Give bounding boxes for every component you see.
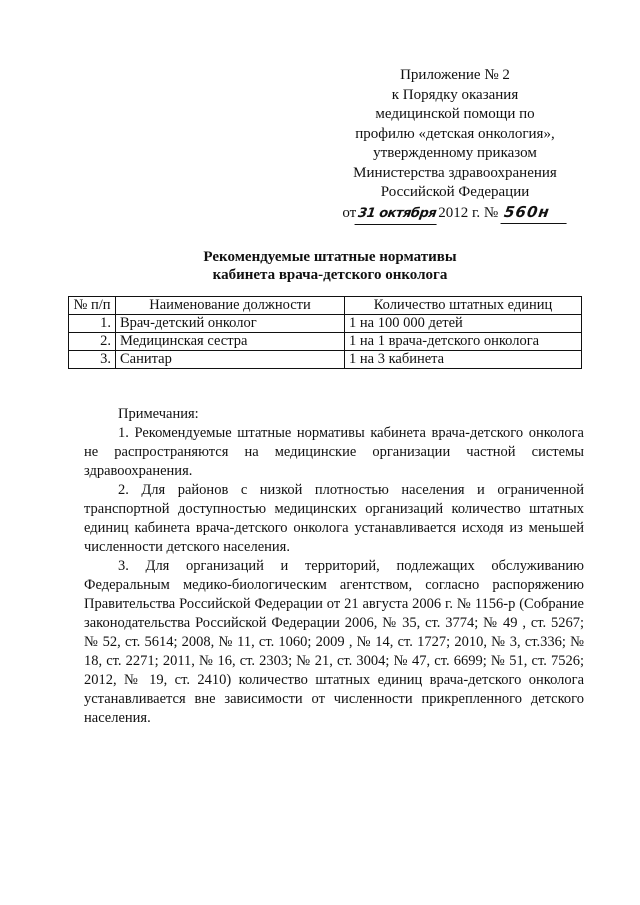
- table-row: [69, 351, 582, 369]
- column-header-number: № п/п: [69, 297, 116, 315]
- notes-heading: Примечания:: [118, 406, 199, 422]
- cell-number: 1.: [69, 315, 116, 333]
- handwritten-order-number: 560н: [501, 203, 570, 224]
- cell-number: 3.: [69, 351, 116, 369]
- appendix-number: Приложение № 2: [400, 67, 510, 83]
- cell-position: Врач-детский онколог: [116, 315, 345, 333]
- order-date-line: [330, 203, 580, 225]
- table-row: [69, 315, 582, 333]
- date-prefix: от: [342, 204, 357, 221]
- title-line: Рекомендуемые штатные нормативы: [203, 249, 457, 265]
- notes-section: [84, 405, 584, 728]
- appendix-header: [330, 66, 580, 224]
- title-line: кабинета врача-детского онколога: [212, 267, 448, 283]
- document-title: [120, 248, 540, 284]
- note-item: 2. Для районов с низкой плотностью населения и ограниченной транспортной доступностью медицинских организаций количество штатных единиц кабинета врача-детского онколога устанавливается исходя из меньшей численности детского населения.: [84, 482, 584, 555]
- note-item: 3. Для организаций и территорий, подлежащих обслуживанию Федеральным медико-биологическим агентством, согласно распоряжению Правительства Российской Федерации от 21 августа 2006 г. № 1156-р (Собрание законодательства Российской Федерации 2006, № 35, ст. 3774; № 49 , ст. 5267; № 52, ст. 5614; 2008, № 11, ст. 1060; 2009 , № 14, ст. 1727; 2010, № 3, ст.336; № 18, ст. 2271; 2011, № 16, ст. 2303; № 21, ст. 3004; № 47, ст. 6699; № 51, ст. 7526; 2012, № 19, ст. 2410) количество штатных единиц врача-детского онколога устанавливается вне зависимости от численности прикрепленного детского населения.: [84, 558, 584, 726]
- cell-quantity: 1 на 3 кабинета: [345, 351, 582, 369]
- handwritten-date: 31 октября: [355, 204, 440, 225]
- header-line: утвержденному приказом: [373, 145, 537, 161]
- table-row: [69, 333, 582, 351]
- cell-quantity: 1 на 1 врача-детского онколога: [345, 333, 582, 351]
- header-line: профилю «детская онкология»,: [355, 125, 555, 142]
- header-line: медицинской помощи по: [375, 106, 535, 122]
- column-header-quantity: Количество штатных единиц: [345, 297, 582, 315]
- cell-position: Медицинская сестра: [116, 333, 345, 351]
- cell-quantity: 1 на 100 000 детей: [345, 315, 582, 333]
- header-line: Российской Федерации: [380, 184, 530, 200]
- cell-position: Санитар: [116, 351, 345, 369]
- table-header-row: [69, 297, 582, 315]
- column-header-position: Наименование должности: [116, 297, 345, 315]
- date-suffix: 2012 г. №: [438, 204, 499, 221]
- cell-number: 2.: [69, 333, 116, 351]
- header-line: к Порядку оказания: [391, 86, 519, 103]
- note-item: 1. Рекомендуемые штатные нормативы кабинета врача-детского онколога не распространяются на медицинские организации частной системы здравоохранения.: [84, 425, 584, 479]
- header-line: Министерства здравоохранения: [353, 164, 557, 181]
- staff-norms-table: [68, 296, 582, 369]
